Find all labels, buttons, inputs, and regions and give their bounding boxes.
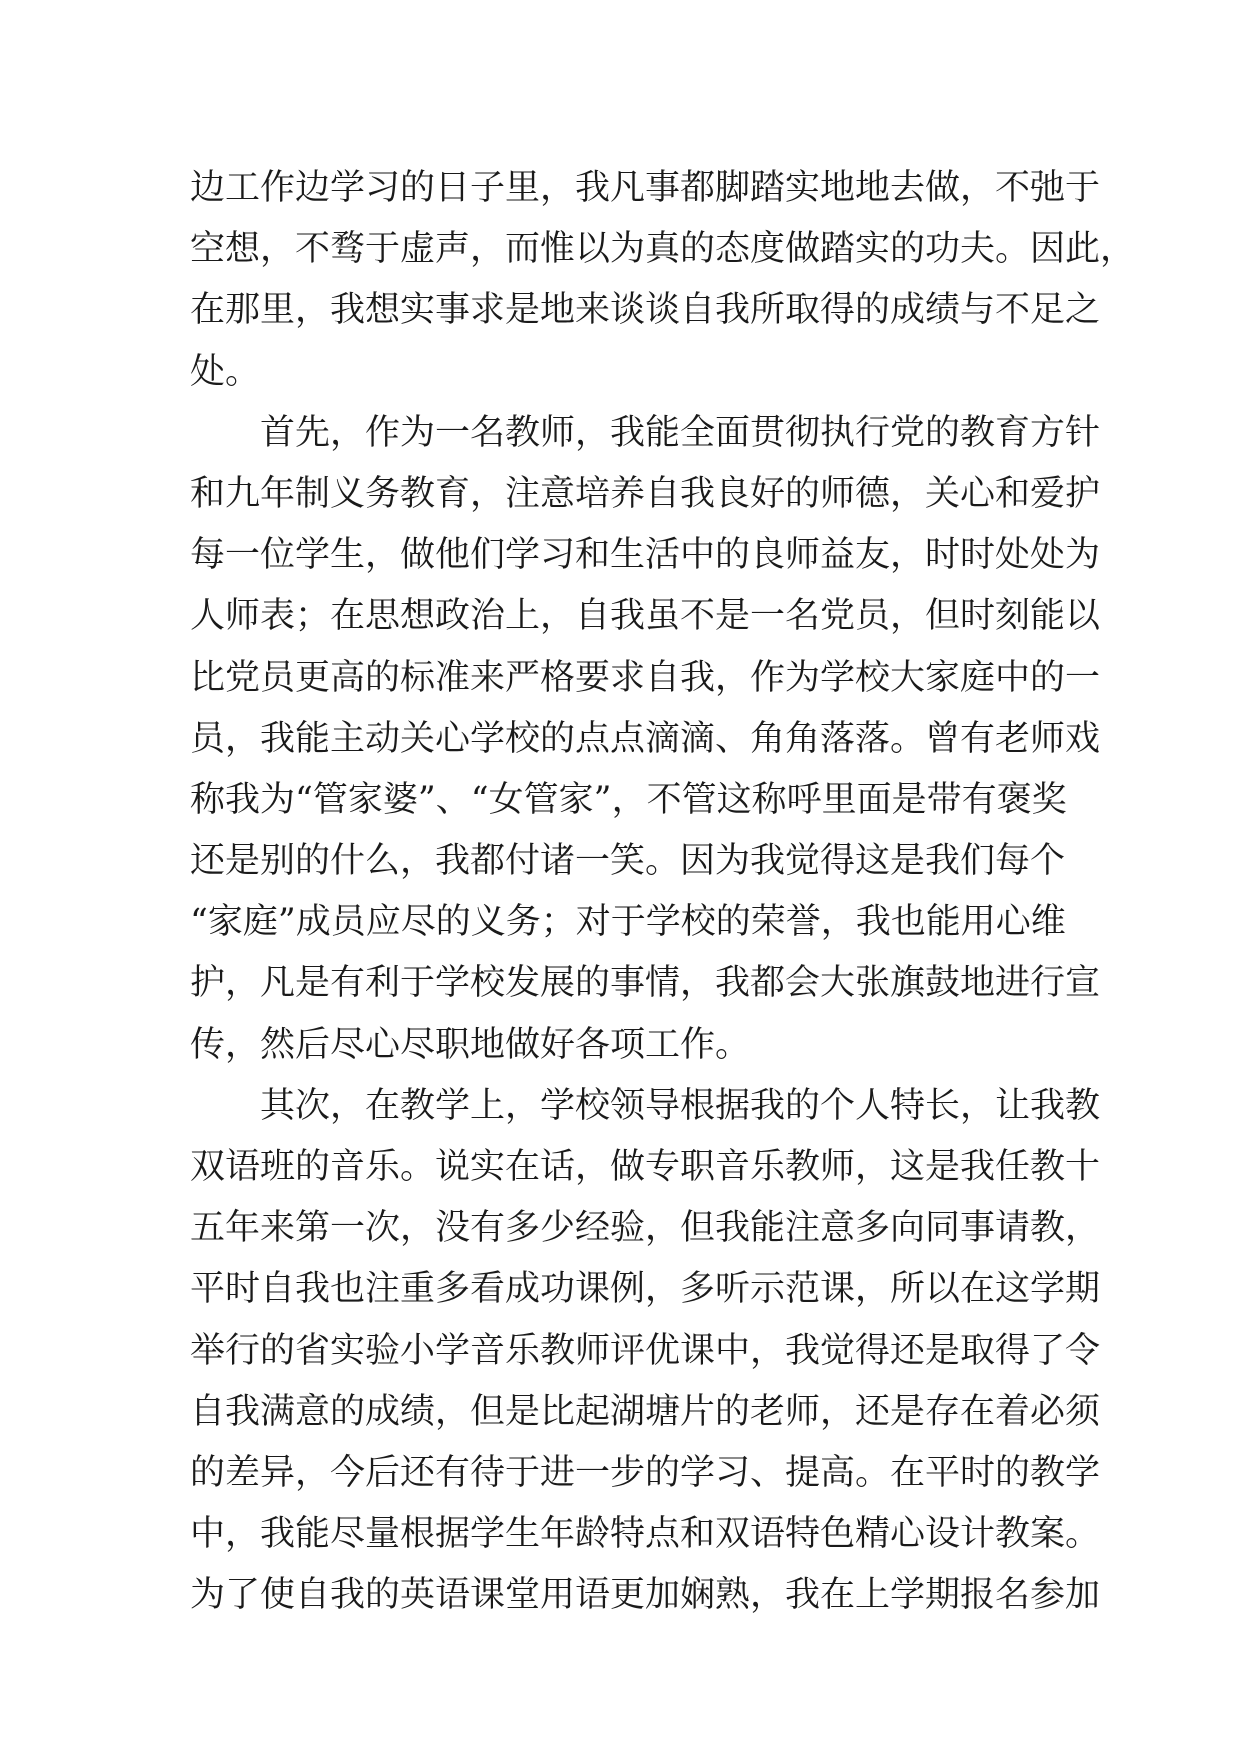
text-line: 比党员更高的标准来严格要求自我，作为学校大家庭中的一 xyxy=(190,657,1101,698)
text-line: 自我满意的成绩，但是比起湖塘片的老师，还是存在着必须 xyxy=(190,1391,1101,1432)
text-line: 人师表；在思想政治上，自我虽不是一名党员，但时刻能以 xyxy=(190,596,1101,637)
paragraph-start-line: 首先，作为一名教师，我能全面贯彻执行党的教育方针 xyxy=(260,412,1101,453)
text-line: 空想，不骛于虚声，而惟以为真的态度做踏实的功夫。因此， xyxy=(190,229,1136,270)
text-line: 平时自我也注重多看成功课例，多听示范课，所以在这学期 xyxy=(190,1269,1101,1310)
text-line: 还是别的什么，我都付诸一笑。因为我觉得这是我们每个 xyxy=(190,841,1066,882)
text-line: 处。 xyxy=(190,351,261,392)
text-line: 五年来第一次，没有多少经验，但我能注意多向同事请教， xyxy=(190,1208,1101,1249)
text-line: 每一位学生，做他们学习和生活中的良师益友，时时处处为 xyxy=(190,535,1101,576)
text-line: 双语班的音乐。说实在话，做专职音乐教师，这是我任教十 xyxy=(190,1147,1101,1187)
text-line: 中，我能尽量根据学生年龄特点和双语特色精心设计教案。 xyxy=(190,1514,1101,1555)
text-line: 的差异，今后还有待于进一步的学习、提高。在平时的教学 xyxy=(190,1452,1101,1493)
text-line: 边工作边学习的日子里，我凡事都脚踏实地地去做，不弛于 xyxy=(190,168,1101,208)
text-line: 传，然后尽心尽职地做好各项工作。 xyxy=(190,1024,751,1065)
paragraph-start-line: 其次，在教学上，学校领导根据我的个人特长，让我教 xyxy=(260,1085,1101,1126)
body-text xyxy=(190,158,1136,1627)
text-line: 员，我能主动关心学校的点点滴滴、角角落落。曾有老师戏 xyxy=(190,718,1101,759)
text-line: 和九年制义务教育，注意培养自我良好的师德，关心和爱护 xyxy=(190,473,1101,514)
text-line: 在那里，我想实事求是地来谈谈自我所取得的成绩与不足之 xyxy=(190,290,1101,331)
text-line: 为了使自我的英语课堂用语更加娴熟，我在上学期报名参加 xyxy=(190,1575,1101,1616)
text-line: 称我为“管家婆”、“女管家”，不管这称呼里面是带有褒奖 xyxy=(190,779,1067,820)
text-line: 举行的省实验小学音乐教师评优课中，我觉得还是取得了令 xyxy=(190,1330,1101,1371)
text-line: “家庭”成员应尽的义务；对于学校的荣誉，我也能用心维 xyxy=(190,902,1066,943)
text-line: 护，凡是有利于学校发展的事情，我都会大张旗鼓地进行宣 xyxy=(190,963,1101,1004)
